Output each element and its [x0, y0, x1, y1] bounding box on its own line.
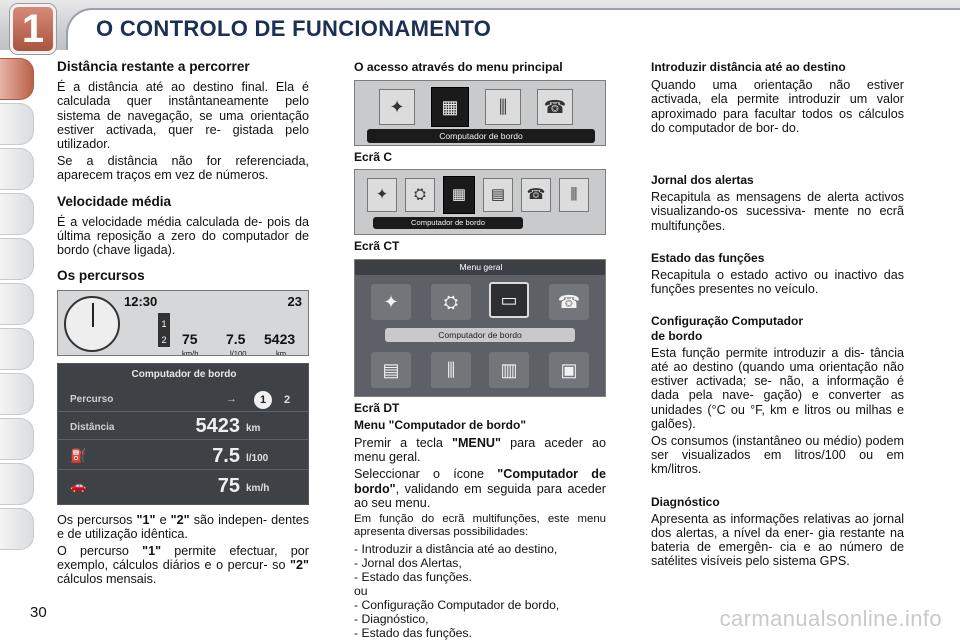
- trip-2-label: 2: [284, 393, 291, 406]
- display-time: 12:30: [124, 293, 158, 309]
- section-title-trip-computer-menu: Menu "Computador de bordo": [354, 417, 527, 432]
- screen-c-caption: Computador de bordo: [367, 129, 595, 143]
- list-separator-or: ou: [354, 584, 368, 599]
- text-fragment: O percurso: [57, 544, 143, 559]
- chapter-tab-8[interactable]: [0, 373, 34, 415]
- bc-distance-unit: km: [246, 422, 261, 434]
- section-title-enter-distance: Introduzir distância até ao destino: [651, 60, 846, 74]
- bc-distance-label: Distância: [70, 421, 115, 433]
- remaining-distance-text: É a distância até ao destino final. Ela é calculada quer instântaneamente pelo sistema de navegação, se uma orientação estiver activada, quer re- gistada pelo utilizador.: [57, 80, 309, 152]
- bc-distance-value: 5423: [195, 414, 240, 437]
- list-item: - Configuração Computador de bordo,: [354, 598, 560, 613]
- text-fragment: Premir a tecla: [354, 436, 452, 451]
- remaining-distance-note: Se a distância não for referenciada, aparecem traços em vez de números.: [57, 154, 309, 183]
- bc-consumption-unit: l/100: [246, 452, 269, 464]
- trip-computer-tile: [431, 87, 469, 127]
- trip-computer-tile: [443, 176, 475, 214]
- compass-icon: ✦: [375, 186, 389, 204]
- config-title-line-1: Configuração Computador: [651, 314, 803, 329]
- menu-options-list-a: [354, 542, 606, 640]
- list-item: - Jornal dos Alertas,: [354, 556, 462, 571]
- menu-options-intro: Em função do ecrã multifunções, este menu apresenta diversas possibilidades:: [354, 513, 606, 539]
- text-fragment: para aceder ao menu geral.: [354, 436, 606, 465]
- text-fragment: permite efectuar, por exemplo, cálculos diários e o percur- so: [57, 544, 309, 573]
- instrument-display-image: [57, 290, 309, 356]
- bc-trip-label: Percurso: [70, 393, 114, 405]
- arrow-right-icon: →: [226, 392, 237, 405]
- trip-tab-2: 2: [161, 334, 167, 345]
- list-item: - Estado das funções.: [354, 626, 472, 640]
- chapter-tab-3[interactable]: [0, 148, 34, 190]
- text-fragment: Os percursos: [57, 512, 137, 527]
- section-title-diagnosis: Diagnóstico: [651, 494, 720, 509]
- page-title: O CONTROLO DE FUNCIONAMENTO: [96, 16, 492, 41]
- trip-computer-screen-image: [57, 363, 309, 505]
- trips-independent-text: [57, 513, 309, 541]
- car-icon: 🚗: [70, 477, 87, 493]
- car-settings-tile: [405, 178, 435, 212]
- screen-dt-image: [354, 259, 606, 397]
- screen-icon: ▣: [560, 359, 578, 380]
- select-icon-text: [354, 467, 606, 510]
- car-tile: [431, 284, 471, 320]
- car-icon: ⛭: [413, 186, 427, 204]
- list-item: - Diagnóstico,: [354, 612, 429, 627]
- settings-tile: [431, 352, 471, 388]
- map-icon: ▥: [500, 359, 518, 380]
- chapter-tab-6[interactable]: [0, 283, 34, 325]
- section-title-main-menu-access: O acesso através do menu principal: [354, 60, 563, 74]
- bc-row-speed: [58, 474, 309, 500]
- display-consumption-unit: l/100: [230, 348, 247, 356]
- column-right: [651, 60, 904, 572]
- phone-icon: ☎: [557, 291, 581, 312]
- average-speed-text: É a velocidade média calculada de- pois da última reposição a zero do computador de bordo (chave ligada).: [57, 214, 309, 258]
- emphasis: "2": [290, 558, 309, 573]
- section-title-trips: Os percursos: [57, 268, 145, 284]
- car-icon: ⛭: [443, 291, 459, 312]
- phone-icon: ☎: [543, 97, 567, 118]
- emphasis: "2": [170, 512, 190, 527]
- map-tile: [489, 352, 529, 388]
- chapter-tab-5[interactable]: [0, 238, 34, 280]
- section-title-alert-log: Jornal dos alertas: [651, 173, 754, 188]
- alert-log-text: Recapitula as mensagens de alerta activos visualizando-os sucessiva- mente no ecrã multifunções.: [651, 190, 904, 233]
- navigation-tile: [367, 178, 397, 212]
- chapter-tab-11[interactable]: [0, 508, 34, 550]
- page-number: 30: [30, 604, 47, 621]
- sliders-icon: ⫼: [570, 186, 578, 204]
- label-screen-c: Ecrã C: [354, 150, 393, 165]
- config-title-line-2: de bordo: [651, 328, 703, 343]
- phone-icon: ☎: [526, 186, 546, 204]
- compass-icon: ✦: [383, 291, 399, 312]
- bc-speed-value: 75: [217, 474, 240, 497]
- chapter-tab-9[interactable]: [0, 418, 34, 460]
- radio-icon: ▤: [382, 359, 400, 380]
- screen-c-image: [354, 80, 606, 146]
- chapter-tab-10[interactable]: [0, 463, 34, 505]
- screen-ct-caption: Computador de bordo: [373, 217, 523, 229]
- bc-row-distance: [58, 414, 309, 440]
- column-middle: [354, 60, 606, 640]
- display-temperature: 23: [287, 293, 302, 309]
- phone-tile: [521, 178, 551, 212]
- phone-tile: [537, 89, 573, 125]
- column-left: [57, 60, 309, 590]
- audio-tile: [371, 352, 411, 388]
- sliders-icon: ⫼: [446, 359, 456, 380]
- trip-selector-tab: [158, 313, 170, 347]
- settings-tile: [485, 89, 521, 125]
- emphasis: "Computador de bordo": [354, 467, 606, 496]
- list-item: - Estado das funções.: [354, 570, 472, 585]
- text-fragment: são indepen- dentes e de utilização idêntica.: [57, 512, 309, 541]
- navigation-tile: [371, 284, 411, 320]
- radio-icon: ▤: [490, 186, 506, 204]
- label-screen-dt: Ecrã DT: [354, 400, 400, 415]
- navigation-tile: [379, 89, 415, 125]
- emphasis: "1": [136, 512, 156, 527]
- watermark: carmanualsonline.info: [719, 606, 942, 631]
- chapter-tab-1[interactable]: [0, 58, 34, 100]
- settings-tile: [559, 178, 589, 212]
- chapter-tab-2[interactable]: [0, 103, 34, 145]
- display-speed-unit: km/h: [182, 348, 199, 356]
- diagnosis-text: Apresenta as informações relativas ao jornal dos alertas, a nível da ener- gia restante na bateria de emergên- cia e ao número de satélites visíveis pelo sistema GPS.: [651, 511, 904, 569]
- text-fragment: cálculos mensais.: [57, 572, 157, 587]
- compass-icon: ✦: [389, 97, 405, 118]
- clock-hand: [92, 303, 94, 327]
- video-tile: [549, 352, 589, 388]
- phone-tile: [549, 284, 589, 320]
- section-title-function-status: Estado das funções: [651, 250, 765, 265]
- display-distance: 5423: [264, 330, 296, 347]
- bc-row-consumption: [58, 444, 309, 470]
- display-consumption: 7.5: [226, 330, 246, 347]
- list-item: - Introduzir a distância até ao destino,: [354, 542, 558, 557]
- chapter-tabs: [0, 58, 34, 553]
- audio-tile: [483, 178, 513, 212]
- chapter-tab-4[interactable]: [0, 193, 34, 235]
- section-title-config: [651, 314, 904, 342]
- display-speed: 75: [182, 330, 198, 347]
- trips-usage-text: [57, 544, 309, 587]
- trip-tab-1: 1: [161, 318, 167, 329]
- text-fragment: Seleccionar o ícone: [354, 467, 498, 482]
- computer-icon: ▦: [441, 97, 459, 118]
- enter-distance-text: Quando uma orientação não estiver activada, ela permite introduzir um valor aproximado para facultar todos os cálculos do computador de bor- do.: [651, 78, 904, 135]
- function-status-text: Recapitula o estado activo ou inactivo das funções presentes no veículo.: [651, 268, 904, 297]
- text-fragment: e: [155, 512, 171, 527]
- bc-consumption-value: 7.5: [212, 444, 240, 467]
- text-fragment: , validando em seguida para aceder ao seu menu.: [354, 481, 606, 510]
- screen-dt-caption: Computador de bordo: [385, 328, 575, 342]
- sliders-icon: ⫼: [498, 97, 508, 118]
- section-title-remaining-distance: Distância restante a percorrer: [57, 59, 250, 74]
- emphasis: "MENU": [451, 436, 501, 451]
- chapter-tab-7[interactable]: [0, 328, 34, 370]
- computer-icon: ▭: [500, 289, 518, 310]
- consumption-text: Os consumos (instantâneo ou médio) podem ser visualizados em litros/100 ou em km/litros.: [651, 434, 904, 477]
- menu-key-text: [354, 436, 606, 464]
- trip-1-badge: 1: [254, 391, 272, 409]
- config-text: Esta função permite introduzir a dis- tância até ao destino (quando uma orientação não estiver activada; se- não, a informação é dada pela nave- gação) e converter as unidades (°C ou °F, km e litros ou milhas e galões).: [651, 345, 904, 431]
- fuel-pump-icon: ⛽: [70, 447, 87, 463]
- label-screen-ct: Ecrã CT: [354, 239, 400, 254]
- computer-icon: ▦: [451, 186, 467, 204]
- section-title-average-speed: Velocidade média: [57, 193, 172, 209]
- trip-computer-tile: [489, 282, 529, 318]
- emphasis: "1": [142, 544, 162, 559]
- display-distance-unit: km: [276, 348, 287, 356]
- trip-computer-header: Computador de bordo: [131, 368, 237, 380]
- bc-speed-unit: km/h: [246, 482, 270, 494]
- screen-dt-menu-title: Menu geral: [355, 260, 606, 275]
- bc-row-trip: [58, 386, 309, 412]
- chapter-badge: 1: [10, 4, 56, 54]
- screen-ct-image: [354, 169, 606, 235]
